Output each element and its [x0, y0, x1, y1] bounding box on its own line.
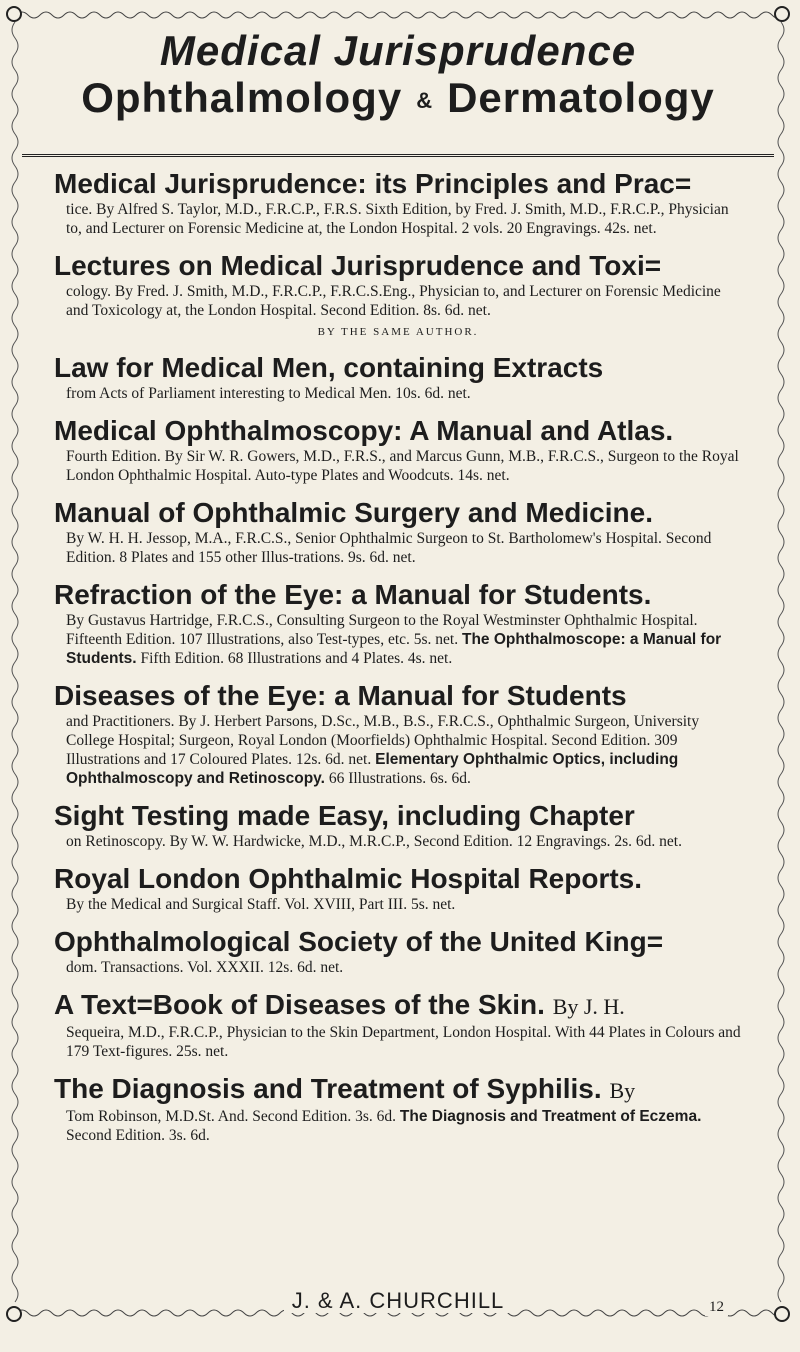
- book-entry: [54, 579, 742, 668]
- book-description: dom. Transactions. Vol. XXXII. 12s. 6d. net.: [66, 959, 344, 976]
- book-entry: [54, 415, 742, 485]
- related-title: Elementary Ophthalmic Optics, including Ophthalmoscopy and Retinoscopy.: [66, 751, 679, 787]
- book-entry: [54, 926, 742, 977]
- book-entry: [54, 497, 742, 567]
- related-title: The Ophthalmoscope: a Manual for Students.: [66, 631, 722, 667]
- book-entry: [54, 680, 742, 788]
- book-description: By the Medical and Surgical Staff. Vol. XVIII, Part III. 5s. net.: [66, 896, 456, 913]
- book-title-tail: By J. H.: [552, 994, 625, 1019]
- same-author-label: BY THE SAME AUTHOR.: [317, 326, 479, 338]
- book-title: Sight Testing made Easy, including Chapter: [54, 800, 635, 831]
- book-title: Medical Ophthalmoscopy: A Manual and Atlas.: [54, 415, 674, 446]
- book-entry: [54, 1073, 742, 1145]
- related-title: The Diagnosis and Treatment of Eczema.: [399, 1108, 702, 1125]
- book-title-tail: By: [609, 1078, 636, 1103]
- ampersand-ornament: &: [416, 87, 434, 113]
- book-title: Refraction of the Eye: a Manual for Students.: [54, 579, 652, 610]
- left-wavy-border: [8, 22, 22, 1306]
- related-description: Second Edition. 3s. 6d.: [66, 1127, 210, 1144]
- book-description: By W. H. H. Jessop, M.A., F.R.C.S., Senior Ophthalmic Surgeon to St. Bartholomew's Hospital. Second Edition. 8 Plates and 155 other Illus-trations. 9s. 6d. net.: [66, 530, 712, 566]
- book-description: on Retinoscopy. By W. W. Hardwicke, M.D., M.R.C.P., Second Edition. 12 Engravings. 2s. 6d. net.: [66, 833, 682, 850]
- related-description: Fifth Edition. 68 Illustrations and 4 Plates. 4s. net.: [140, 650, 453, 667]
- masthead: [32, 28, 764, 125]
- book-description: cology. By Fred. J. Smith, M.D., F.R.C.P., F.R.C.S.Eng., Physician to, and Lecturer on Forensic Medicine and Toxicology at, the London Hospital. Second Edition. 8s. 6d. net.: [66, 283, 721, 319]
- book-description: [54, 1107, 742, 1145]
- related-description: 66 Illustrations. 6s. 6d.: [328, 770, 471, 787]
- book-title: [54, 1073, 742, 1107]
- book-description-text: Tom Robinson, M.D.St. And. Second Edition. 3s. 6d.: [66, 1108, 397, 1125]
- book-description: from Acts of Parliament interesting to Medical Men. 10s. 6d. net.: [66, 385, 471, 402]
- book-description: Sequeira, M.D., F.R.C.P., Physician to the Skin Department, London Hospital. With 44 Plates in Colours and 179 Text-figures. 25s. net.: [66, 1024, 741, 1060]
- corner-ornament-top-left: [6, 6, 22, 22]
- book-description: Fourth Edition. By Sir W. R. Gowers, M.D., F.R.S., and Marcus Gunn, M.B., F.R.C.S., Surgeon to the Royal London Ophthalmic Hospital. Auto-type Plates and Woodcuts. 14s. net.: [66, 448, 739, 484]
- masthead-dermatology: Dermatology: [447, 74, 715, 121]
- masthead-rule: [22, 154, 774, 157]
- book-description: [54, 611, 742, 668]
- book-description-text: By Gustavus Hartridge, F.R.C.S., Consulting Surgeon to the Royal Westminster Ophthalmic Hospital. Fifteenth Edition. 107 Illustrations, also Test-types, etc. 5s. net.: [66, 612, 698, 648]
- masthead-title: Medical Jurisprudence: [159, 27, 637, 74]
- book-entry: [54, 989, 742, 1061]
- book-entry: [54, 168, 742, 238]
- book-title: Manual of Ophthalmic Surgery and Medicine.: [54, 497, 653, 528]
- publisher-name: J. & A. CHURCHILL: [284, 1288, 513, 1313]
- masthead-ophthalmology: Ophthalmology: [81, 74, 403, 121]
- page-border: [8, 8, 788, 1320]
- book-title: Lectures on Medical Jurisprudence and Toxi=: [54, 250, 662, 281]
- book-entry: [54, 863, 742, 914]
- publisher-imprint: [8, 1288, 788, 1314]
- book-description-text: and Practitioners. By J. Herbert Parsons, D.Sc., M.B., B.S., F.R.C.S., Ophthalmic Surgeon, University College Hospital; Surgeon, Royal London (Moorfields) Ophthalmic Hospital. Second Edition. 309 Illustrations and 17 Coloured Plates. 12s. 6d. net.: [66, 713, 700, 768]
- book-title-text: The Diagnosis and Treatment of Syphilis.: [54, 1073, 602, 1104]
- book-listing: [54, 168, 742, 1157]
- right-wavy-border: [774, 22, 788, 1306]
- book-title: Ophthalmological Society of the United King=: [54, 926, 664, 957]
- book-title: Law for Medical Men, containing Extracts: [54, 352, 604, 383]
- book-description: tice. By Alfred S. Taylor, M.D., F.R.C.P., F.R.S. Sixth Edition, by Fred. J. Smith, M.D., F.R.C.P., Physician to, and Lecturer on Forensic Medicine at, the London Hospital. 2 vols. 20 Engravings. 42s. net.: [66, 201, 729, 237]
- book-title-text: A Text=Book of Diseases of the Skin.: [54, 989, 545, 1020]
- book-title: Medical Jurisprudence: its Principles and Prac=: [54, 168, 692, 199]
- book-title: [54, 989, 742, 1023]
- book-title: Diseases of the Eye: a Manual for Students: [54, 680, 627, 711]
- book-entry: [54, 250, 742, 320]
- corner-ornament-top-right: [774, 6, 790, 22]
- book-entry: [54, 352, 742, 403]
- top-wavy-border: [8, 8, 788, 22]
- book-title: Royal London Ophthalmic Hospital Reports.: [54, 863, 643, 894]
- page-number: 12: [705, 1299, 728, 1316]
- book-description: [54, 712, 742, 788]
- masthead-subtitle: [32, 74, 764, 125]
- book-entry: [54, 800, 742, 851]
